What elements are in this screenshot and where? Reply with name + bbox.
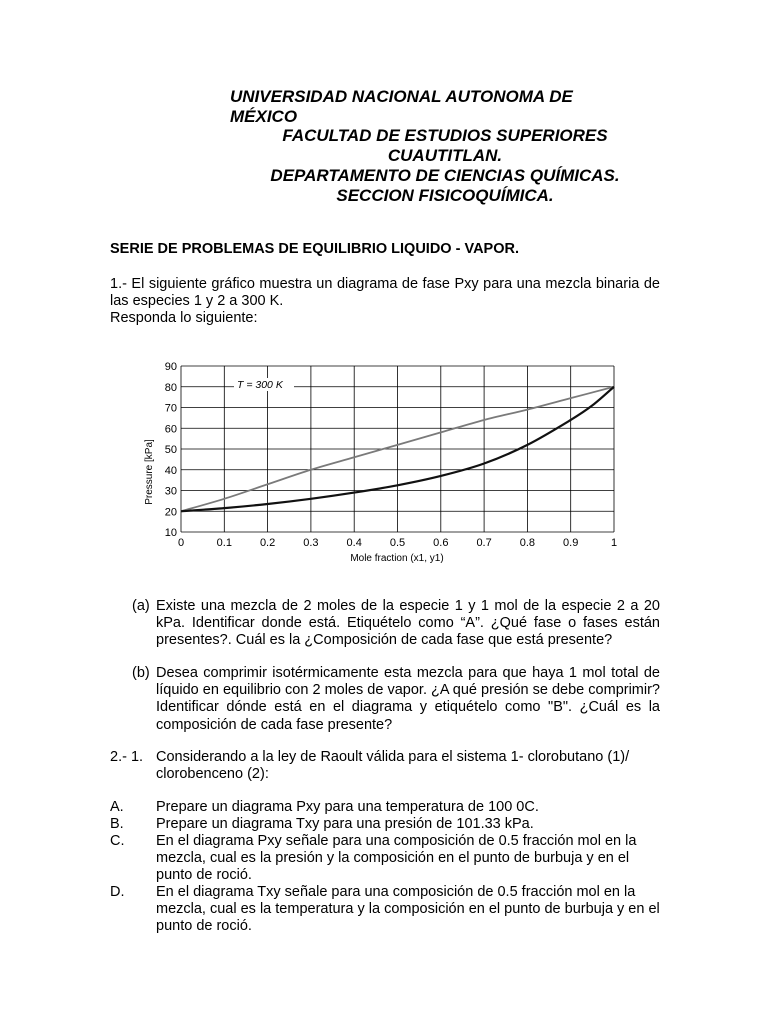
item-b-label: (b) — [132, 665, 150, 681]
y-tick-label-8: 90 — [164, 361, 177, 373]
x-tick-label-8: 0.8 — [519, 537, 536, 549]
campus-name: CUAUTITLAN. — [387, 146, 503, 165]
x-tick-label-9: 0.9 — [563, 537, 579, 549]
pxy-phase-diagram — [130, 350, 630, 575]
item-a-text: Existe una mezcla de 2 moles de la especie 1 y 1 mol de la especie 2 a 20 kPa. Identificar donde está. Etiquételo como “A”. ¿Qué fase o fases están presentes?. Cuál es la ¿Composición de cada fase que está presente? — [156, 598, 660, 649]
country-name: MÉXICO — [230, 107, 298, 126]
item-b-text: Desea comprimir isotérmicamente esta mezcla para que haya 1 mol total de líquido en equilibrio con 2 moles de vapor. ¿A qué presión se debe comprimir? Identificar dónde está en el diagrama y etiquételo como "B". ¿Cuál es la composición de cada fase presente? — [156, 665, 660, 733]
x-tick-label-5: 0.5 — [389, 537, 406, 549]
problem2-intro: Considerando a la ley de Raoult válida para el sistema 1- clorobutano (1)/ clorobenceno (2): — [156, 749, 630, 783]
x-tick-label-1: 0.1 — [216, 537, 232, 549]
y-tick-label-3: 40 — [164, 464, 177, 477]
item-A-label: A. — [110, 799, 124, 815]
x-tick-label-10: 1 — [610, 537, 618, 549]
item-D-text: En el diagrama Txy señale para una composición de 0.5 fracción mol en la mezcla, cual es la temperatura y la composición en el punto de burbuja y en el punto de roció. — [156, 884, 660, 935]
x-tick-label-0: 0 — [177, 537, 185, 549]
item-C-text: En el diagrama Pxy señale para una composición de 0.5 fracción mol en la mezcla, cual es la presión y la composición en el punto de burbuja y en el punto de roció. — [156, 833, 637, 884]
x-tick-label-3: 0.3 — [303, 537, 319, 549]
chart-ticks — [165, 361, 617, 549]
y-tick-label-0: 10 — [164, 527, 177, 539]
item-C-label: C. — [110, 833, 125, 849]
section-name: SECCION FISICOQUÍMICA. — [336, 186, 554, 205]
problem2-number: 2.- 1. — [110, 749, 144, 765]
problem1-intro: 1.- El siguiente gráfico muestra un diagrama de fase Pxy para una mezcla binaria de las especies 1 y 2 a 300 K. — [110, 276, 660, 309]
x-tick-label-2: 0.2 — [259, 537, 276, 549]
item-B-text: Prepare un diagrama Txy para una presión de 101.33 kPa. — [156, 816, 534, 832]
x-tick-label-4: 0.4 — [346, 537, 362, 549]
y-tick-label-1: 20 — [164, 506, 177, 519]
item-A-text: Prepare un diagrama Pxy para una temperatura de 100 0C. — [156, 799, 539, 815]
y-tick-label-4: 50 — [164, 444, 177, 456]
university-name: UNIVERSIDAD NACIONAL AUTONOMA DE — [230, 87, 573, 106]
y-tick-label-2: 30 — [164, 485, 177, 498]
series-title: SERIE DE PROBLEMAS DE EQUILIBRIO LIQUIDO - VAPOR. — [110, 241, 519, 257]
y-tick-label-7: 80 — [164, 381, 177, 394]
item-B-label: B. — [110, 816, 124, 832]
item-a-label: (a) — [132, 598, 150, 614]
y-axis-label: Pressure [kPa] — [144, 439, 155, 505]
x-tick-label-7: 0.7 — [476, 537, 492, 549]
problem1-prompt: Responda lo siguiente: — [110, 310, 258, 326]
y-tick-label-5: 60 — [164, 423, 177, 436]
item-D-label: D. — [110, 884, 125, 900]
y-tick-label-6: 70 — [164, 402, 177, 415]
department-name: DEPARTAMENTO DE CIENCIAS QUÍMICAS. — [270, 166, 620, 185]
temperature-annotation: T = 300 K — [237, 379, 283, 391]
x-axis-label: Mole fraction (x1, y1) — [350, 553, 444, 564]
faculty-name: FACULTAD DE ESTUDIOS SUPERIORES — [282, 126, 608, 145]
x-tick-label-6: 0.6 — [433, 537, 449, 549]
